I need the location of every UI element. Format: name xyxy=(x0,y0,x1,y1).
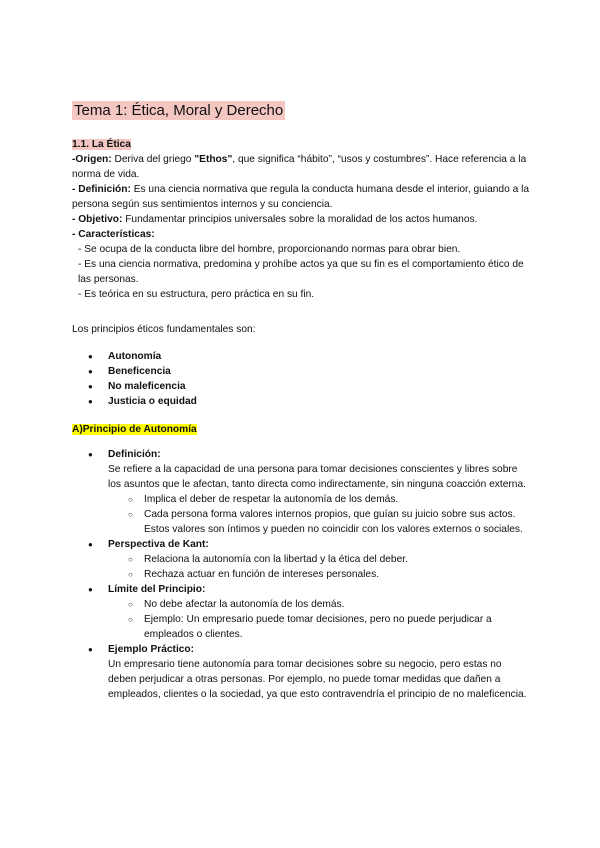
principios-intro: Los principios éticos fundamentales son: xyxy=(72,324,256,335)
list-item: ○ Ejemplo: Un empresario puede tomar decisiones, pero no puede perjudicar a empleados o clientes. xyxy=(108,612,532,642)
list-item: ● Justicia o equidad xyxy=(72,394,532,409)
objetivo-paragraph: - Objetivo: Fundamentar principios universales sobre la moralidad de los actos humanos. xyxy=(72,214,478,225)
list-item: ● Definición: Se refiere a la capacidad de una persona para tomar decisiones conscientes y libres sobre los asuntos que le afectan, tanto directa como indirectamente, sin ninguna coacción externa. ○ Implica el deber de respetar la autonomía de los demás. ○ Cada persona forma valores internos propios, que guían su juicio sobre sus actos. Estos valores son íntimos y pueden no coincidir con los valores externos o sociales. xyxy=(72,447,532,537)
etica-heading: 1.1. La Ética xyxy=(72,139,131,150)
page-title-text: Tema 1: Ética, Moral y Derecho xyxy=(74,102,284,119)
caracteristicas-label: - Características: xyxy=(72,229,155,240)
list-item: ○ No debe afectar la autonomía de los demás. xyxy=(108,597,532,612)
autonomia-definicion-text: Se refiere a la capacidad de una persona para tomar decisiones conscientes y libres sobre los asuntos que le afectan, tanto directa como indirectamente, sin ninguna coacción externa. xyxy=(108,464,526,490)
list-item: ○ Cada persona forma valores internos propios, que guían su juicio sobre sus actos. Estos valores son íntimos y pueden no coincidir con los valores externos o sociales. xyxy=(108,507,532,537)
caracteristica-item: - Es una ciencia normativa, predomina y prohíbe actos ya que su fin es el comportamiento ético de las personas. xyxy=(78,259,524,285)
autonomia-heading: A)Principio de Autonomía xyxy=(72,424,197,435)
principios-list xyxy=(72,349,532,409)
caracteristica-item: - Es teórica en su estructura, pero práctica en su fin. xyxy=(78,289,315,300)
page-title xyxy=(72,100,285,122)
autonomia-ejemplo-text: Un empresario tiene autonomía para tomar decisiones sobre su negocio, pero estas no deben perjudicar a otras personas. Por ejemplo, no puede tomar medidas que dañen a empleados, clientes o la sociedad, ya que esto contravendría el principio de no maleficencia. xyxy=(108,659,527,700)
origen-paragraph: -Origen: Deriva del griego "Ethos", que significa “hábito”, “usos y costumbres”. Hace referencia a la norma de vida. xyxy=(72,154,527,180)
autonomia-heading-row xyxy=(72,422,532,437)
list-item: ○ Implica el deber de respetar la autonomía de los demás. xyxy=(108,492,532,507)
list-item: ● No maleficencia xyxy=(72,379,532,394)
etica-section xyxy=(72,137,532,302)
definicion-paragraph: - Definición: Es una ciencia normativa que regula la conducta humana desde el interior, guiando a la persona según sus sentimientos internos y su conciencia. xyxy=(72,184,529,210)
list-item: ● Ejemplo Práctico: Un empresario tiene autonomía para tomar decisiones sobre su negocio, pero estas no deben perjudicar a otras personas. Por ejemplo, no puede tomar medidas que dañen a empleados, clientes o la sociedad, ya que esto contravendría el principio de no maleficencia. xyxy=(72,642,532,702)
list-item: ● Autonomía xyxy=(72,349,532,364)
autonomia-list xyxy=(72,447,532,702)
list-item: ● Beneficencia xyxy=(72,364,532,379)
list-item: ○ Rechaza actuar en función de intereses personales. xyxy=(108,567,532,582)
list-item: ● Límite del Principio: ○ No debe afectar la autonomía de los demás. ○ Ejemplo: Un empresario puede tomar decisiones, pero no puede perjudicar a empleados o clientes. xyxy=(72,582,532,642)
list-item: ○ Relaciona la autonomía con la libertad y la ética del deber. xyxy=(108,552,532,567)
list-item: ● Perspectiva de Kant: ○ Relaciona la autonomía con la libertad y la ética del deber. ○ Rechaza actuar en función de intereses personales. xyxy=(72,537,532,582)
caracteristica-item: - Se ocupa de la conducta libre del hombre, proporcionando normas para obrar bien. xyxy=(78,244,461,255)
